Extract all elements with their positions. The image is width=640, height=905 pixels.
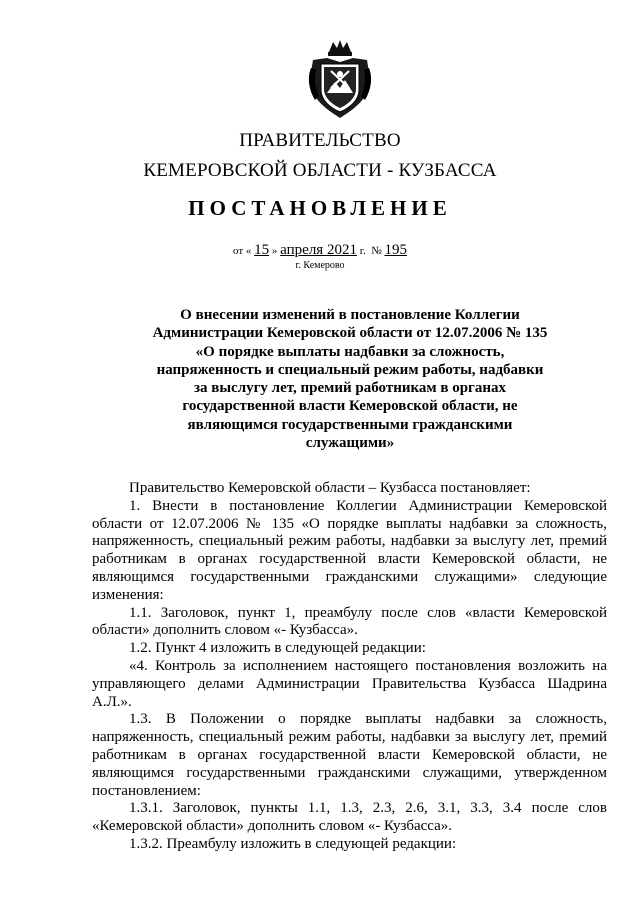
city: г. Кемерово <box>295 260 345 271</box>
government-name-line1: ПРАВИТЕЛЬСТВО <box>239 130 401 151</box>
date-month-year: апреля 2021 <box>280 242 357 258</box>
body-paragraph-1-3-2: 1.3.2. Преамбулу изложить в следующей редакции: <box>129 835 457 852</box>
number-label: № <box>371 245 382 257</box>
body-quote-item-4: «4. Контроль за исполнением настоящего постановления возложить на управляющего делами Администрации Правительства Кузбасса Шадрина А.Л.». <box>92 657 607 710</box>
body-paragraph-1-3: 1.3. В Положении о порядке выплаты надбавки за сложность, напряженность, специальный режим работы, надбавки за выслугу лет, премий работникам в органах государственной власти Кемеровской области, не являющимся государственными гражданскими служащими, утвержденном постановлением: <box>92 711 607 799</box>
body-paragraph-1-2: 1.2. Пункт 4 изложить в следующей редакции: <box>129 640 426 657</box>
body-paragraph-1: 1. Внести в постановление Коллегии Администрации Кемеровской области от 12.07.2006 № 135 «О порядке выплаты надбавки за сложность, напряженность, специальный режим работы, надбавки за выслугу лет, премий работникам в органах государственной власти Кемеровской области, не являющимся государственными гражданскими служащими» следующие изменения: <box>92 497 607 603</box>
body-paragraph-1-3-1: 1.3.1. Заголовок, пункты 1.1, 1.3, 2.3, 2.6, 3.1, 3.3, 3.4 после слов «Кемеровской области» дополнить словом «- Кузбасса». <box>92 800 607 835</box>
document-type: ПОСТАНОВЛЕНИЕ <box>188 196 452 220</box>
kuzbass-coat-of-arms-icon <box>307 38 373 122</box>
year-suffix: г. <box>359 245 366 257</box>
body-paragraph-1-1: 1.1. Заголовок, пункт 1, преамбулу после слов «власти Кемеровской области» дополнить словом «- Кузбасса». <box>92 604 607 639</box>
date-day: 15 <box>254 242 270 258</box>
document-number: 195 <box>384 242 407 258</box>
date-number-line <box>0 242 640 259</box>
date-separator: » <box>271 245 278 257</box>
date-prefix: от « <box>233 245 252 257</box>
document-body <box>92 480 607 854</box>
body-intro: Правительство Кемеровской области – Кузбасса постановляет: <box>129 480 531 496</box>
government-name-line2: КЕМЕРОВСКОЙ ОБЛАСТИ - КУЗБАССА <box>143 160 497 181</box>
document-title: О внесении изменений в постановление Коллегии Администрации Кемеровской области от 12.07.2006 № 135 «О порядке выплаты надбавки за сложность, напряженность и специальный режим работы, надбавки за выслугу лет, премий работникам в органах государственной власти Кемеровской области, не являющимся государственными гражданскими служащими» <box>152 307 548 452</box>
